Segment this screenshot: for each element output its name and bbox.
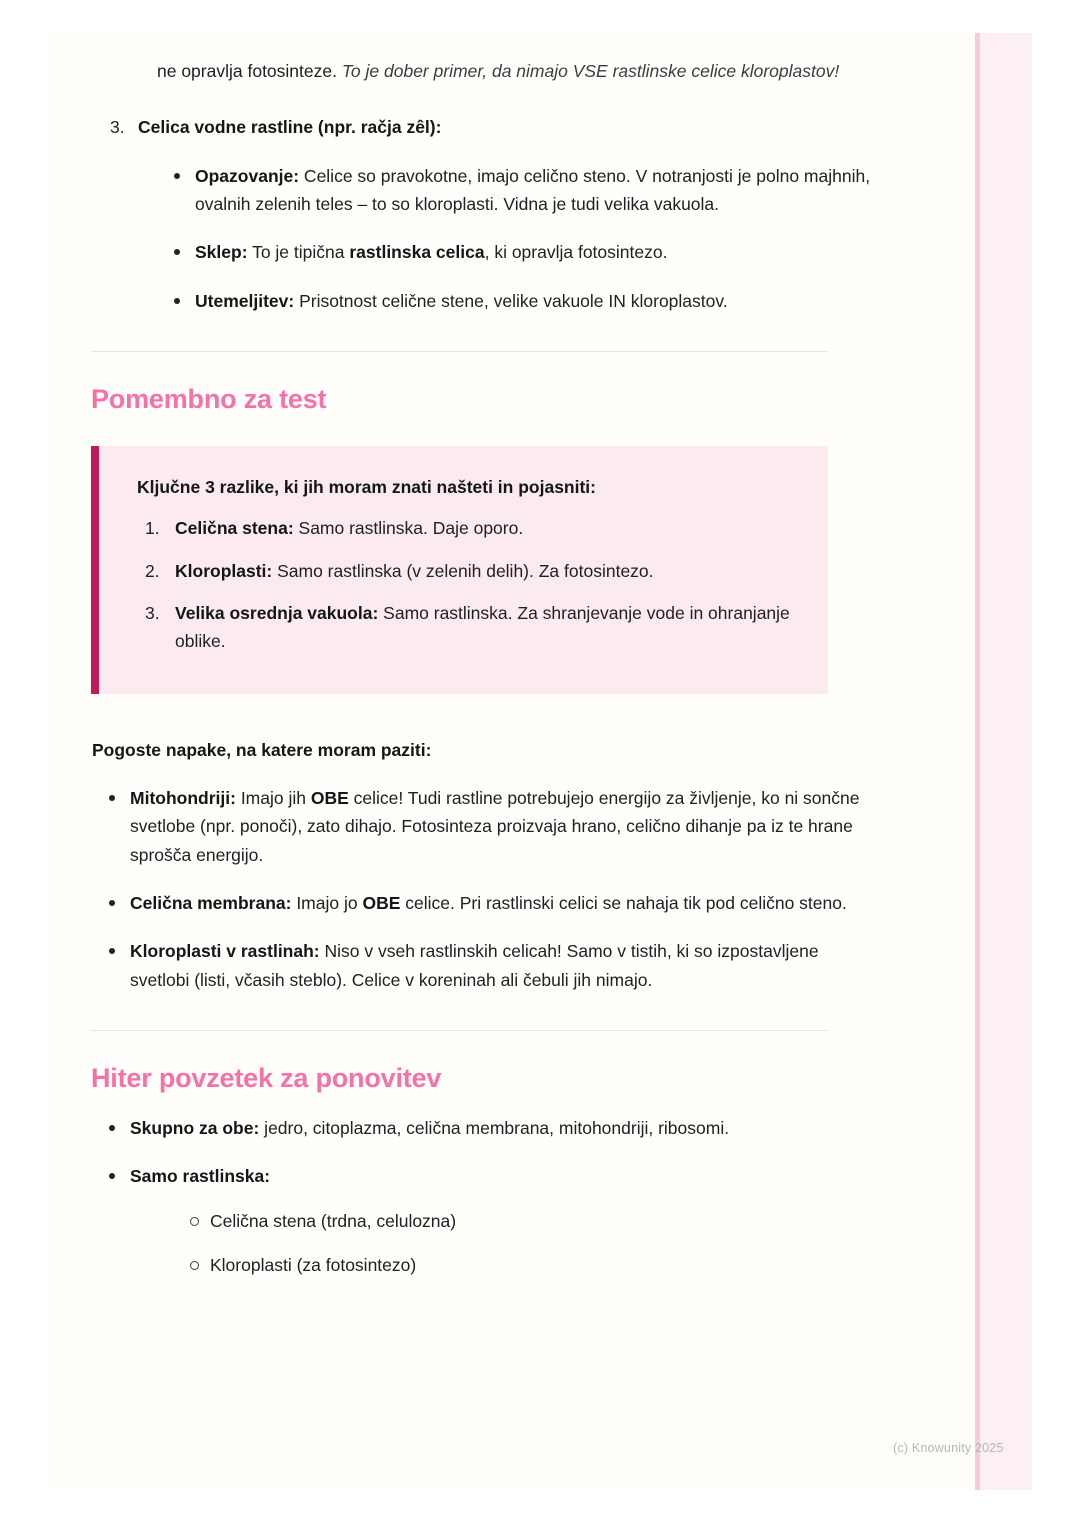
list-item-text: jedro, citoplazma, celična membrana, mitohondriji, ribosomi. xyxy=(259,1118,730,1139)
page-sheet xyxy=(48,33,1032,1490)
section-heading-pomembno-za-test: Pomembno za test xyxy=(91,384,327,415)
section-divider xyxy=(91,351,828,352)
list-item-lead: Celična stena: xyxy=(175,518,294,539)
list-marker: 3. xyxy=(110,117,125,138)
observation-list xyxy=(91,162,881,315)
list-item-text: Samo rastlinska. Za shranjevanje vode in ohranjanje oblike. xyxy=(175,603,790,652)
list-item xyxy=(96,1114,881,1142)
subsection-heading-pogoste-napake: Pogoste napake, na katere moram paziti: xyxy=(92,739,432,760)
intro-paragraph xyxy=(91,57,881,85)
list-marker: 2. xyxy=(145,560,160,581)
important-callout-box xyxy=(91,446,828,694)
list-item-text-before: Imajo jih xyxy=(235,788,311,809)
summary-sublist xyxy=(130,1207,881,1280)
list-marker: 3. xyxy=(145,603,160,623)
list-item-lead: Velika osrednja vakuola: xyxy=(175,603,379,623)
list-item xyxy=(137,557,802,585)
list-item-lead: Celična membrana: xyxy=(130,893,292,914)
document-content xyxy=(91,33,881,1279)
list-item xyxy=(161,287,881,315)
list-item-text-after: celice! Tudi rastline potrebujejo energijo za življenje, ko ni sončne svetlobe (npr. ponoči), zato dihajo. Fotosinteza proizvaja hrano, celično dihanje pa iz te hrane sprošča energijo. xyxy=(130,788,860,865)
list-item xyxy=(137,514,802,542)
list-item-lead: Kloroplasti: xyxy=(175,560,273,581)
list-item: Celična stena (trdna, celulozna) xyxy=(177,1207,881,1235)
list-item xyxy=(161,162,881,219)
list-item-text: Samo rastlinska (v zelenih delih). Za fotosintezo. xyxy=(272,560,654,581)
intro-italic-text: To je dober primer, da nimajo VSE rastlinske celice kloroplastov! xyxy=(341,61,840,81)
list-item-lead: Utemeljitev: xyxy=(195,290,295,311)
list-item-emphasis: OBE xyxy=(362,893,401,914)
list-item-text: Samo rastlinska. Daje oporo. xyxy=(293,518,524,539)
list-item-lead: Opazovanje: xyxy=(195,165,300,186)
summary-list xyxy=(91,1114,881,1279)
list-item-lead: Mitohondriji: xyxy=(130,788,236,809)
copyright-watermark: (c) Knowunity 2025 xyxy=(893,1441,1004,1455)
list-marker: 1. xyxy=(145,518,160,539)
list-item-text-after: celice. Pri rastlinski celici se nahaja tik pod celično steno. xyxy=(400,893,847,914)
decorative-pink-stripe xyxy=(975,33,1032,1490)
list-item-emphasis: OBE xyxy=(310,788,349,809)
intro-plain-text: ne opravlja fotosinteze. xyxy=(157,61,342,81)
callout-numbered-list xyxy=(137,514,802,655)
list-item-text-before: Niso v vseh rastlinskih celicah! Samo v tistih, ki so izpostavljene svetlobi (listi, včasih steblo). Celice v koreninah ali čebuli jih nimajo. xyxy=(130,941,819,990)
list-item xyxy=(96,889,881,917)
list-item-emphasis: rastlinska celica xyxy=(349,242,485,263)
list-item-lead: Sklep: xyxy=(195,242,248,263)
section-divider xyxy=(91,1030,828,1031)
list-item-text-before: Imajo jo xyxy=(291,893,363,914)
list-item xyxy=(96,1162,881,1279)
list-item-text-before: To je tipična xyxy=(247,242,350,263)
section-heading-hiter-povzetek: Hiter povzetek za ponovitev xyxy=(91,1063,442,1094)
list-item-lead: Kloroplasti v rastlinah: xyxy=(130,941,320,962)
mistakes-list xyxy=(91,784,881,994)
numbered-list-item xyxy=(91,113,881,141)
list-item-text: Prisotnost celične stene, velike vakuole IN kloroplastov. xyxy=(294,290,728,311)
list-item-text: Celice so pravokotne, imajo celično steno. V notranjosti je polno majhnih, ovalnih zelenih teles – to so kloroplasti. Vidna je tudi velika vakuola. xyxy=(195,165,871,215)
list-item xyxy=(96,937,881,994)
list-item xyxy=(96,784,881,869)
list-item-lead: Skupno za obe: xyxy=(130,1118,260,1139)
list-item-lead: Samo rastlinska: xyxy=(130,1166,271,1187)
list-item xyxy=(137,599,802,656)
list-item: Kloroplasti (za fotosintezo) xyxy=(177,1251,881,1279)
numbered-item-label: Celica vodne rastline (npr. račja zêl): xyxy=(138,117,442,138)
list-item xyxy=(161,238,881,266)
callout-title: Ključne 3 razlike, ki jih moram znati našteti in pojasniti: xyxy=(137,477,596,498)
list-item-text-after: , ki opravlja fotosintezo. xyxy=(484,242,668,263)
